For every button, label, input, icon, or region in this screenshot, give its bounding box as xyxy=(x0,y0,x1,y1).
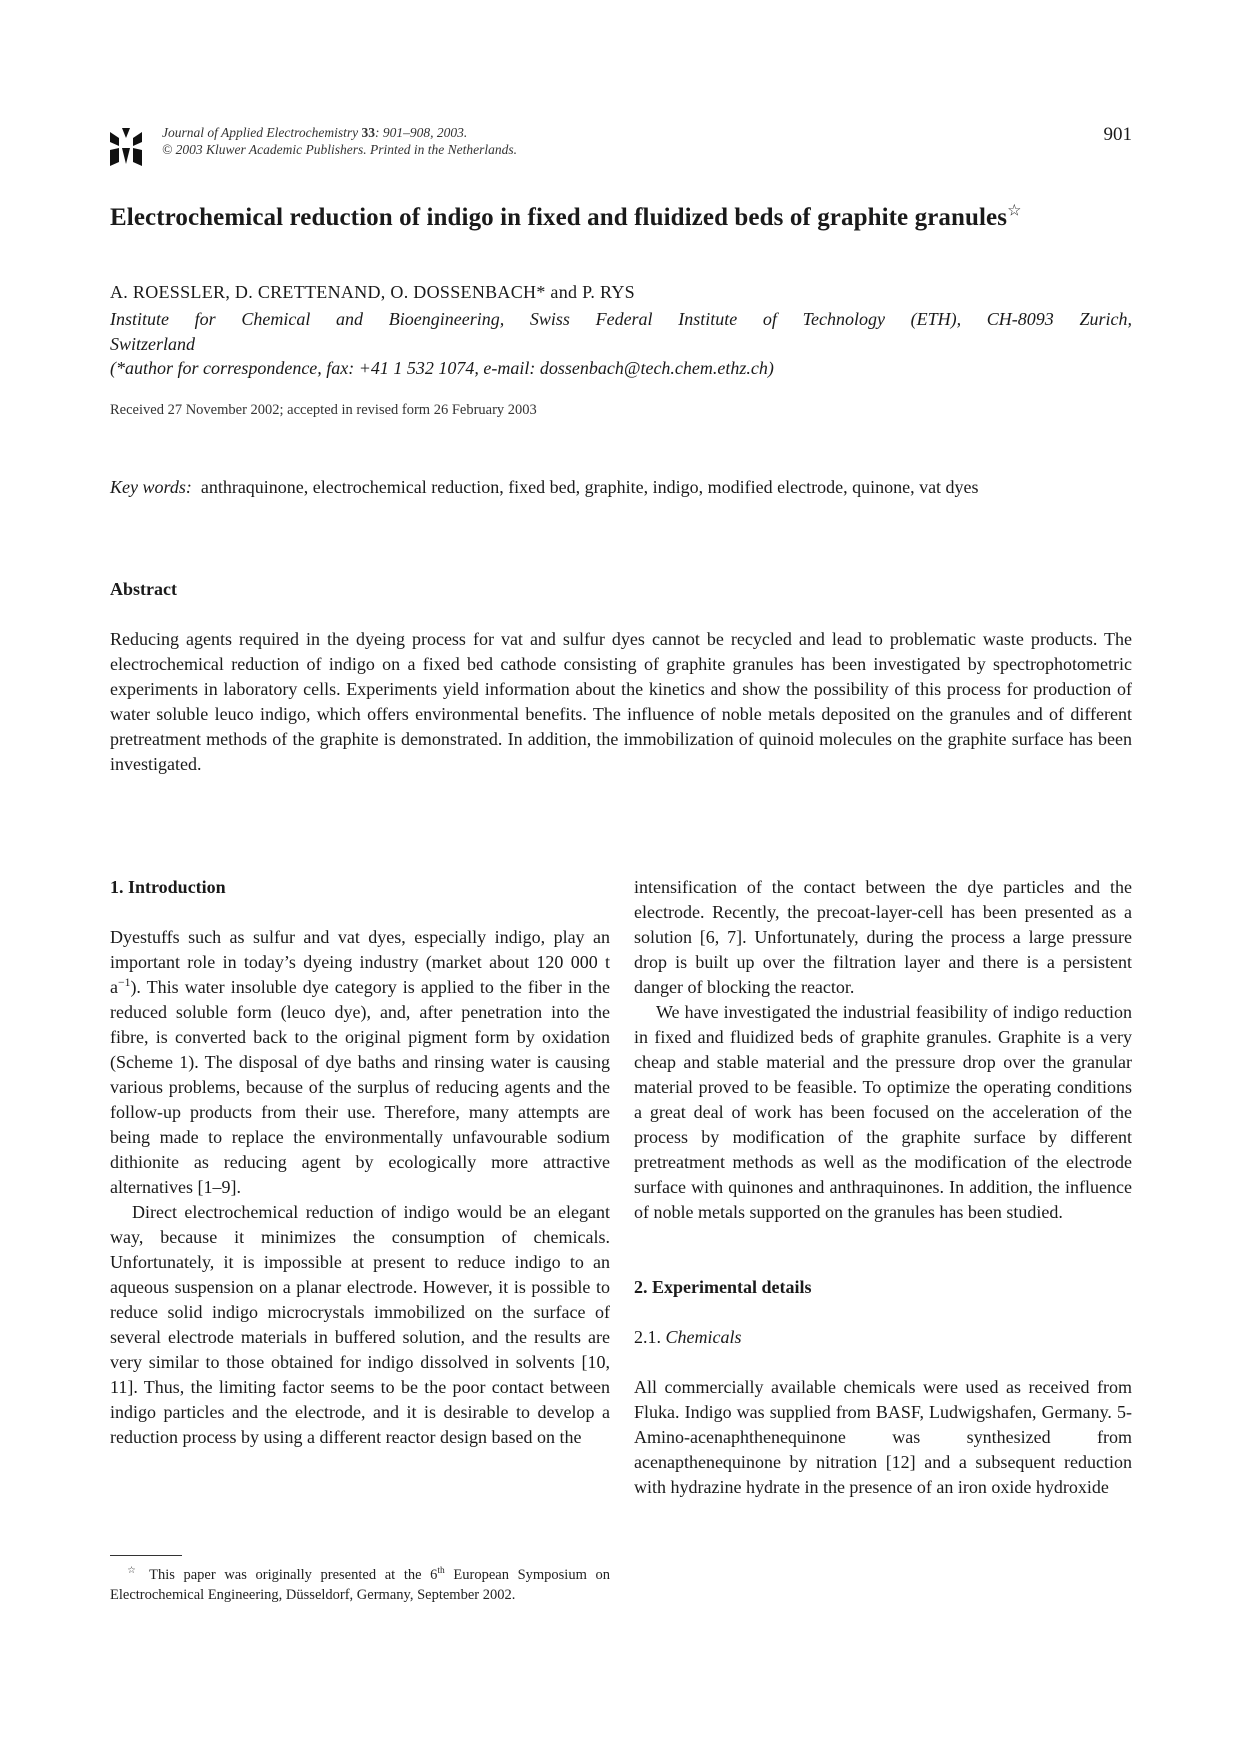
subsection-title: Chemicals xyxy=(665,1327,742,1347)
intro-paragraph-1-part-a: Dyestuffs such as sulfur and vat dyes, especially indigo, play an important role in today’s dyeing industry (market about 120 000 t a xyxy=(110,927,610,997)
chemicals-paragraph: All commercially available chemicals were used as received from Fluka. Indigo was supplied from BASF, Ludwigshafen, Germany. 5-Amino-acenaphthenequinone was synthesized from acenapthenequinone by nitration [12] and a subsequent reduction with hydrazine hydrate in the presence of an iron oxide hydroxide xyxy=(634,1377,1132,1497)
abstract-text: Reducing agents required in the dyeing process for vat and sulfur dyes cannot be recycled and lead to problematic waste products. The electrochemical reduction of indigo on a fixed bed cathode consisting of graphite granules has been investigated by spectrophotometric experiments in laboratory cells. Experiments yield information about the kinetics and show the possibility of this process for production of water soluble leuco indigo, which offers environmental benefits. The influence of noble metals deposited on the granules and of different pretreatment methods of the graphite is demonstrated. In addition, the immobilization of quinoid molecules on the graphite surface has been investigated. xyxy=(110,629,1132,774)
author-list: A. ROESSLER, D. CRETTENAND, O. DOSSENBACH* and P. RYS xyxy=(110,282,635,302)
intro-paragraph-1 xyxy=(110,925,610,1200)
keywords-label: Key words: xyxy=(110,477,192,497)
intro-paragraph-2: Direct electrochemical reduction of indigo would be an elegant way, because it minimizes the consumption of chemicals. Unfortunately, it is impossible at present to reduce indigo to an aqueous suspension on a planar electrode. However, it is possible to reduce solid indigo microcrystals immobilized on the surface of several electrode materials in buffered solution, and the results are very similar to those obtained for indigo dissolved in solvents [10, 11]. Thus, the limiting factor seems to be the poor contact between indigo particles and the electrode, and it is desirable to develop a reduction process by using a different reactor design based on the xyxy=(110,1202,610,1447)
correspondence-line: (*author for correspondence, fax: +41 1 532 1074, e-mail: dossenbach@tech.chem.ethz.ch) xyxy=(110,358,774,378)
subsection-number: 2.1. xyxy=(634,1327,661,1347)
journal-pages-year: : 901–908, 2003. xyxy=(374,125,468,140)
keywords xyxy=(110,475,1132,500)
footnote xyxy=(110,1565,610,1605)
footnote-text-a: This paper was originally presented at the 6 xyxy=(140,1567,438,1583)
page-number: 901 xyxy=(1103,124,1132,145)
left-column xyxy=(110,875,610,1450)
section-heading-experimental: 2. Experimental details xyxy=(634,1277,812,1297)
keywords-list: anthraquinone, electrochemical reduction, fixed bed, graphite, indigo, modified electrode, quinone, vat dyes xyxy=(200,477,979,497)
footnote-mark: ☆ xyxy=(127,1566,141,1577)
kluwer-publisher-logo-icon xyxy=(110,128,142,166)
copyright-line: © 2003 Kluwer Academic Publishers. Printed in the Netherlands. xyxy=(162,142,517,157)
title-footnote-mark: ☆ xyxy=(1007,202,1022,220)
journal-name: Journal of Applied Electrochemistry xyxy=(162,125,359,140)
intro-paragraph-4: We have investigated the industrial feasibility of indigo reduction in fixed and fluidized beds of graphite granules. Graphite is a very cheap and stable material and the pressure drop over the granular material proved to be feasible. To optimize the operating conditions a great deal of work has been focused on the acceleration of the process by modification of the graphite surface by different pretreatment methods as well as the modification of the electrode surface with quinones and anthraquinones. In addition, the influence of noble metals supported on the granules has been studied. xyxy=(634,1002,1132,1222)
unit-exponent: −1 xyxy=(118,976,131,989)
intro-paragraph-1-part-b: ). This water insoluble dye category is applied to the fiber in the reduced soluble form (leuco dye), and, after penetration into the fibre, is converted back to the original pigment form by oxidation (Scheme 1). The disposal of dye baths and rinsing water is causing various problems, because of the surplus of reducing agents and the follow-up products from their use. Therefore, many attempts are being made to replace the environmentally unfavourable sodium dithionite as reducing agent by ecologically more attractive alternatives [1–9]. xyxy=(110,977,610,1197)
journal-volume: 33 xyxy=(361,125,375,140)
footnote-ordinal: th xyxy=(437,1566,445,1577)
intro-paragraph-3: intensification of the contact between the dye particles and the electrode. Recently, the precoat-layer-cell has been presented as a solution [6, 7]. Unfortunately, during the process a large pressure drop is built up over the filtration layer and there is a persistent danger of blocking the reactor. xyxy=(634,877,1132,997)
received-dates: Received 27 November 2002; accepted in revised form 26 February 2003 xyxy=(110,402,537,418)
article-title xyxy=(110,204,1140,232)
footnote-text-b: European Symposium on Electrochemical Engineering, Düsseldorf, Germany, September 2002. xyxy=(110,1567,610,1603)
right-column xyxy=(634,875,1132,1500)
article-title-text: Electrochemical reduction of indigo in fixed and fluidized beds of graphite granules xyxy=(110,204,1008,231)
affiliation-line-2: Switzerland xyxy=(110,334,196,354)
journal-citation xyxy=(162,124,517,158)
subsection-heading-chemicals xyxy=(634,1325,1132,1350)
section-heading-introduction: 1. Introduction xyxy=(110,877,226,897)
abstract-heading: Abstract xyxy=(110,579,177,599)
footnote-divider xyxy=(110,1555,182,1556)
affiliation-line-1: Institute for Chemical and Bioengineering, Swiss Federal Institute of Technology (ETH), CH-8093 Zurich, xyxy=(110,309,1132,329)
